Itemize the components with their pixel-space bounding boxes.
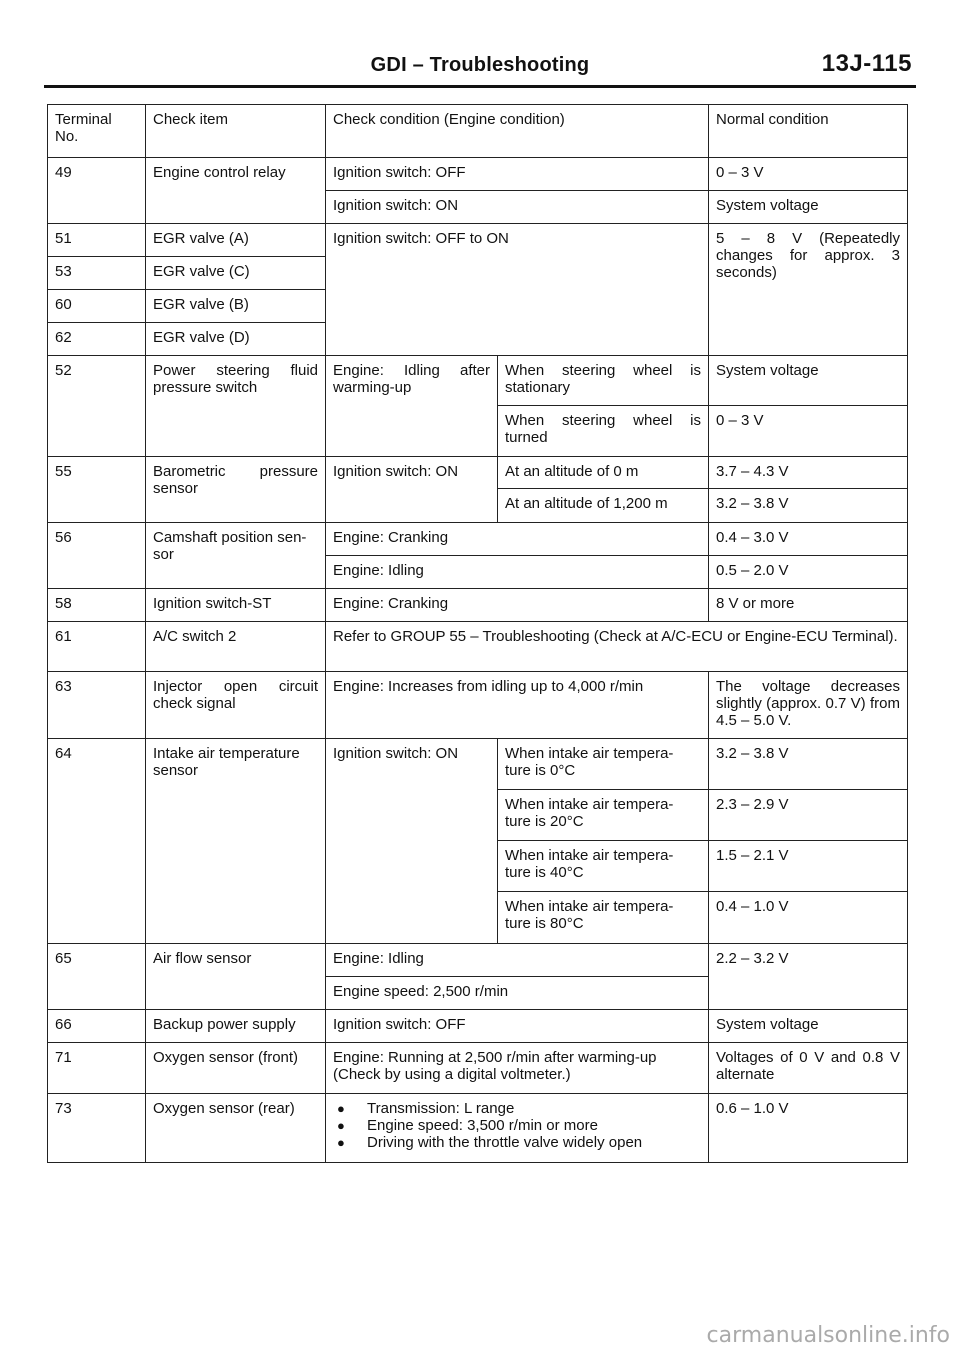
terminal-cell: 53 <box>48 257 146 290</box>
terminal-cell: 65 <box>48 944 146 1010</box>
terminal-cell: 55 <box>48 457 146 523</box>
condition-cell: Engine: Cranking <box>326 589 709 622</box>
table-row <box>48 158 908 191</box>
bullet-icon: ● <box>337 1135 345 1150</box>
col-header-terminal: Terminal No. <box>48 105 146 158</box>
check-item-cell: Intake air temperature sensor <box>146 739 326 944</box>
normal-cell: System voltage <box>709 1010 908 1043</box>
check-item-cell: Power steering fluid pressure switch <box>146 356 326 457</box>
check-item-cell: Backup power supply <box>146 1010 326 1043</box>
terminal-cell: 63 <box>48 672 146 739</box>
terminal-cell: 58 <box>48 589 146 622</box>
bullet-icon: ● <box>337 1101 345 1116</box>
subcondition-cell: When intake air tempera- ture is 20°C <box>498 790 709 841</box>
condition-cell: Ignition switch: OFF to ON <box>326 224 709 356</box>
terminal-cell: 56 <box>48 523 146 589</box>
normal-cell: 0.4 – 1.0 V <box>709 892 908 944</box>
table-row <box>48 457 908 489</box>
table-row <box>48 1094 908 1163</box>
normal-cell: 0.5 – 2.0 V <box>709 556 908 589</box>
normal-cell: 2.3 – 2.9 V <box>709 790 908 841</box>
check-item-cell: Ignition switch-ST <box>146 589 326 622</box>
condition-cell: Engine: Idling <box>326 556 709 589</box>
table-row <box>48 589 908 622</box>
table-row <box>48 672 908 739</box>
terminal-cell: 51 <box>48 224 146 257</box>
normal-cell: 8 V or more <box>709 589 908 622</box>
normal-cell: 3.2 – 3.8 V <box>709 739 908 790</box>
condition-cell: Ignition switch: ON <box>326 457 498 523</box>
col-header-check-condition: Check condition (Engine condition) <box>326 105 709 158</box>
normal-cell: 0.4 – 3.0 V <box>709 523 908 556</box>
check-item-cell: Barometric pressure sensor <box>146 457 326 523</box>
condition-cell: Engine: Increases from idling up to 4,000 r/min <box>326 672 709 739</box>
table-row <box>48 356 908 406</box>
check-item-cell: EGR valve (B) <box>146 290 326 323</box>
check-item-cell: Oxygen sensor (rear) <box>146 1094 326 1163</box>
check-item-cell: EGR valve (A) <box>146 224 326 257</box>
terminal-cell: 60 <box>48 290 146 323</box>
col-header-check-item: Check item <box>146 105 326 158</box>
condition-list <box>333 1100 701 1151</box>
condition-cell: Ignition switch: OFF <box>326 158 709 191</box>
condition-cell: Engine: Idling after warming-up <box>326 356 498 457</box>
table-row <box>48 224 908 257</box>
check-item-cell: Engine control relay <box>146 158 326 224</box>
subcondition-cell: At an altitude of 1,200 m <box>498 489 709 523</box>
page-number: 13J-115 <box>821 50 912 77</box>
header-rule <box>44 85 916 88</box>
check-item-cell: Oxygen sensor (front) <box>146 1043 326 1094</box>
table-row <box>48 944 908 977</box>
bullet-icon: ● <box>337 1118 345 1133</box>
condition-cell: Ignition switch: ON <box>326 739 498 944</box>
subcondition-cell: At an altitude of 0 m <box>498 457 709 489</box>
condition-cell: Engine: Running at 2,500 r/min after warming-up (Check by using a digital voltmeter.) <box>326 1043 709 1094</box>
col-header-normal-condition: Normal condition <box>709 105 908 158</box>
terminal-cell: 52 <box>48 356 146 457</box>
terminal-cell: 71 <box>48 1043 146 1094</box>
page-title: GDI – Troubleshooting <box>370 54 590 76</box>
subcondition-cell: When steering wheel is stationary <box>498 356 709 406</box>
condition-cell: Refer to GROUP 55 – Troubleshooting (Check at A/C-ECU or Engine-ECU Terminal). <box>326 622 908 672</box>
normal-cell: Voltages of 0 V and 0.8 V alternate <box>709 1043 908 1094</box>
normal-cell: 3.7 – 4.3 V <box>709 457 908 489</box>
subcondition-cell: When steering wheel is turned <box>498 406 709 457</box>
condition-cell: Ignition switch: OFF <box>326 1010 709 1043</box>
normal-cell: 0.6 – 1.0 V <box>709 1094 908 1163</box>
check-item-cell: A/C switch 2 <box>146 622 326 672</box>
normal-cell: 3.2 – 3.8 V <box>709 489 908 523</box>
condition-cell: Engine: Cranking <box>326 523 709 556</box>
table-header-row <box>48 105 908 158</box>
table-row <box>48 622 908 672</box>
table-row <box>48 523 908 556</box>
list-item: ● Transmission: L range <box>337 1100 515 1117</box>
watermark: carmanualsonline.info <box>706 1323 950 1348</box>
table-row <box>48 739 908 790</box>
check-table <box>47 104 908 1163</box>
condition-cell: Engine: Idling <box>326 944 709 977</box>
terminal-cell: 64 <box>48 739 146 944</box>
normal-cell: 5 – 8 V (Repeatedly changes for approx. 3 seconds) <box>709 224 908 356</box>
subcondition-cell: When intake air tempera- ture is 40°C <box>498 841 709 892</box>
check-item-cell: Injector open circuit check signal <box>146 672 326 739</box>
normal-cell: 0 – 3 V <box>709 158 908 191</box>
normal-cell: 1.5 – 2.1 V <box>709 841 908 892</box>
list-item: ● Driving with the throttle valve widely open <box>337 1134 643 1151</box>
subcondition-cell: When intake air tempera- ture is 80°C <box>498 892 709 944</box>
terminal-cell: 62 <box>48 323 146 356</box>
condition-cell: Ignition switch: ON <box>326 191 709 224</box>
terminal-cell: 66 <box>48 1010 146 1043</box>
table-row <box>48 1043 908 1094</box>
check-item-cell: Camshaft position sen- sor <box>146 523 326 589</box>
check-item-cell: Air flow sensor <box>146 944 326 1010</box>
check-item-cell: EGR valve (C) <box>146 257 326 290</box>
table-row <box>48 1010 908 1043</box>
check-item-cell: EGR valve (D) <box>146 323 326 356</box>
condition-cell: Engine speed: 2,500 r/min <box>326 977 709 1010</box>
subcondition-cell: When intake air tempera- ture is 0°C <box>498 739 709 790</box>
terminal-cell: 73 <box>48 1094 146 1163</box>
list-item: ● Engine speed: 3,500 r/min or more <box>337 1117 598 1134</box>
normal-cell: The voltage decreases slightly (approx. 0.7 V) from 4.5 – 5.0 V. <box>709 672 908 739</box>
normal-cell: System voltage <box>709 356 908 406</box>
terminal-cell: 61 <box>48 622 146 672</box>
normal-cell: 2.2 – 3.2 V <box>709 944 908 1010</box>
normal-cell: 0 – 3 V <box>709 406 908 457</box>
terminal-cell: 49 <box>48 158 146 224</box>
normal-cell: System voltage <box>709 191 908 224</box>
condition-list-cell <box>326 1094 709 1163</box>
